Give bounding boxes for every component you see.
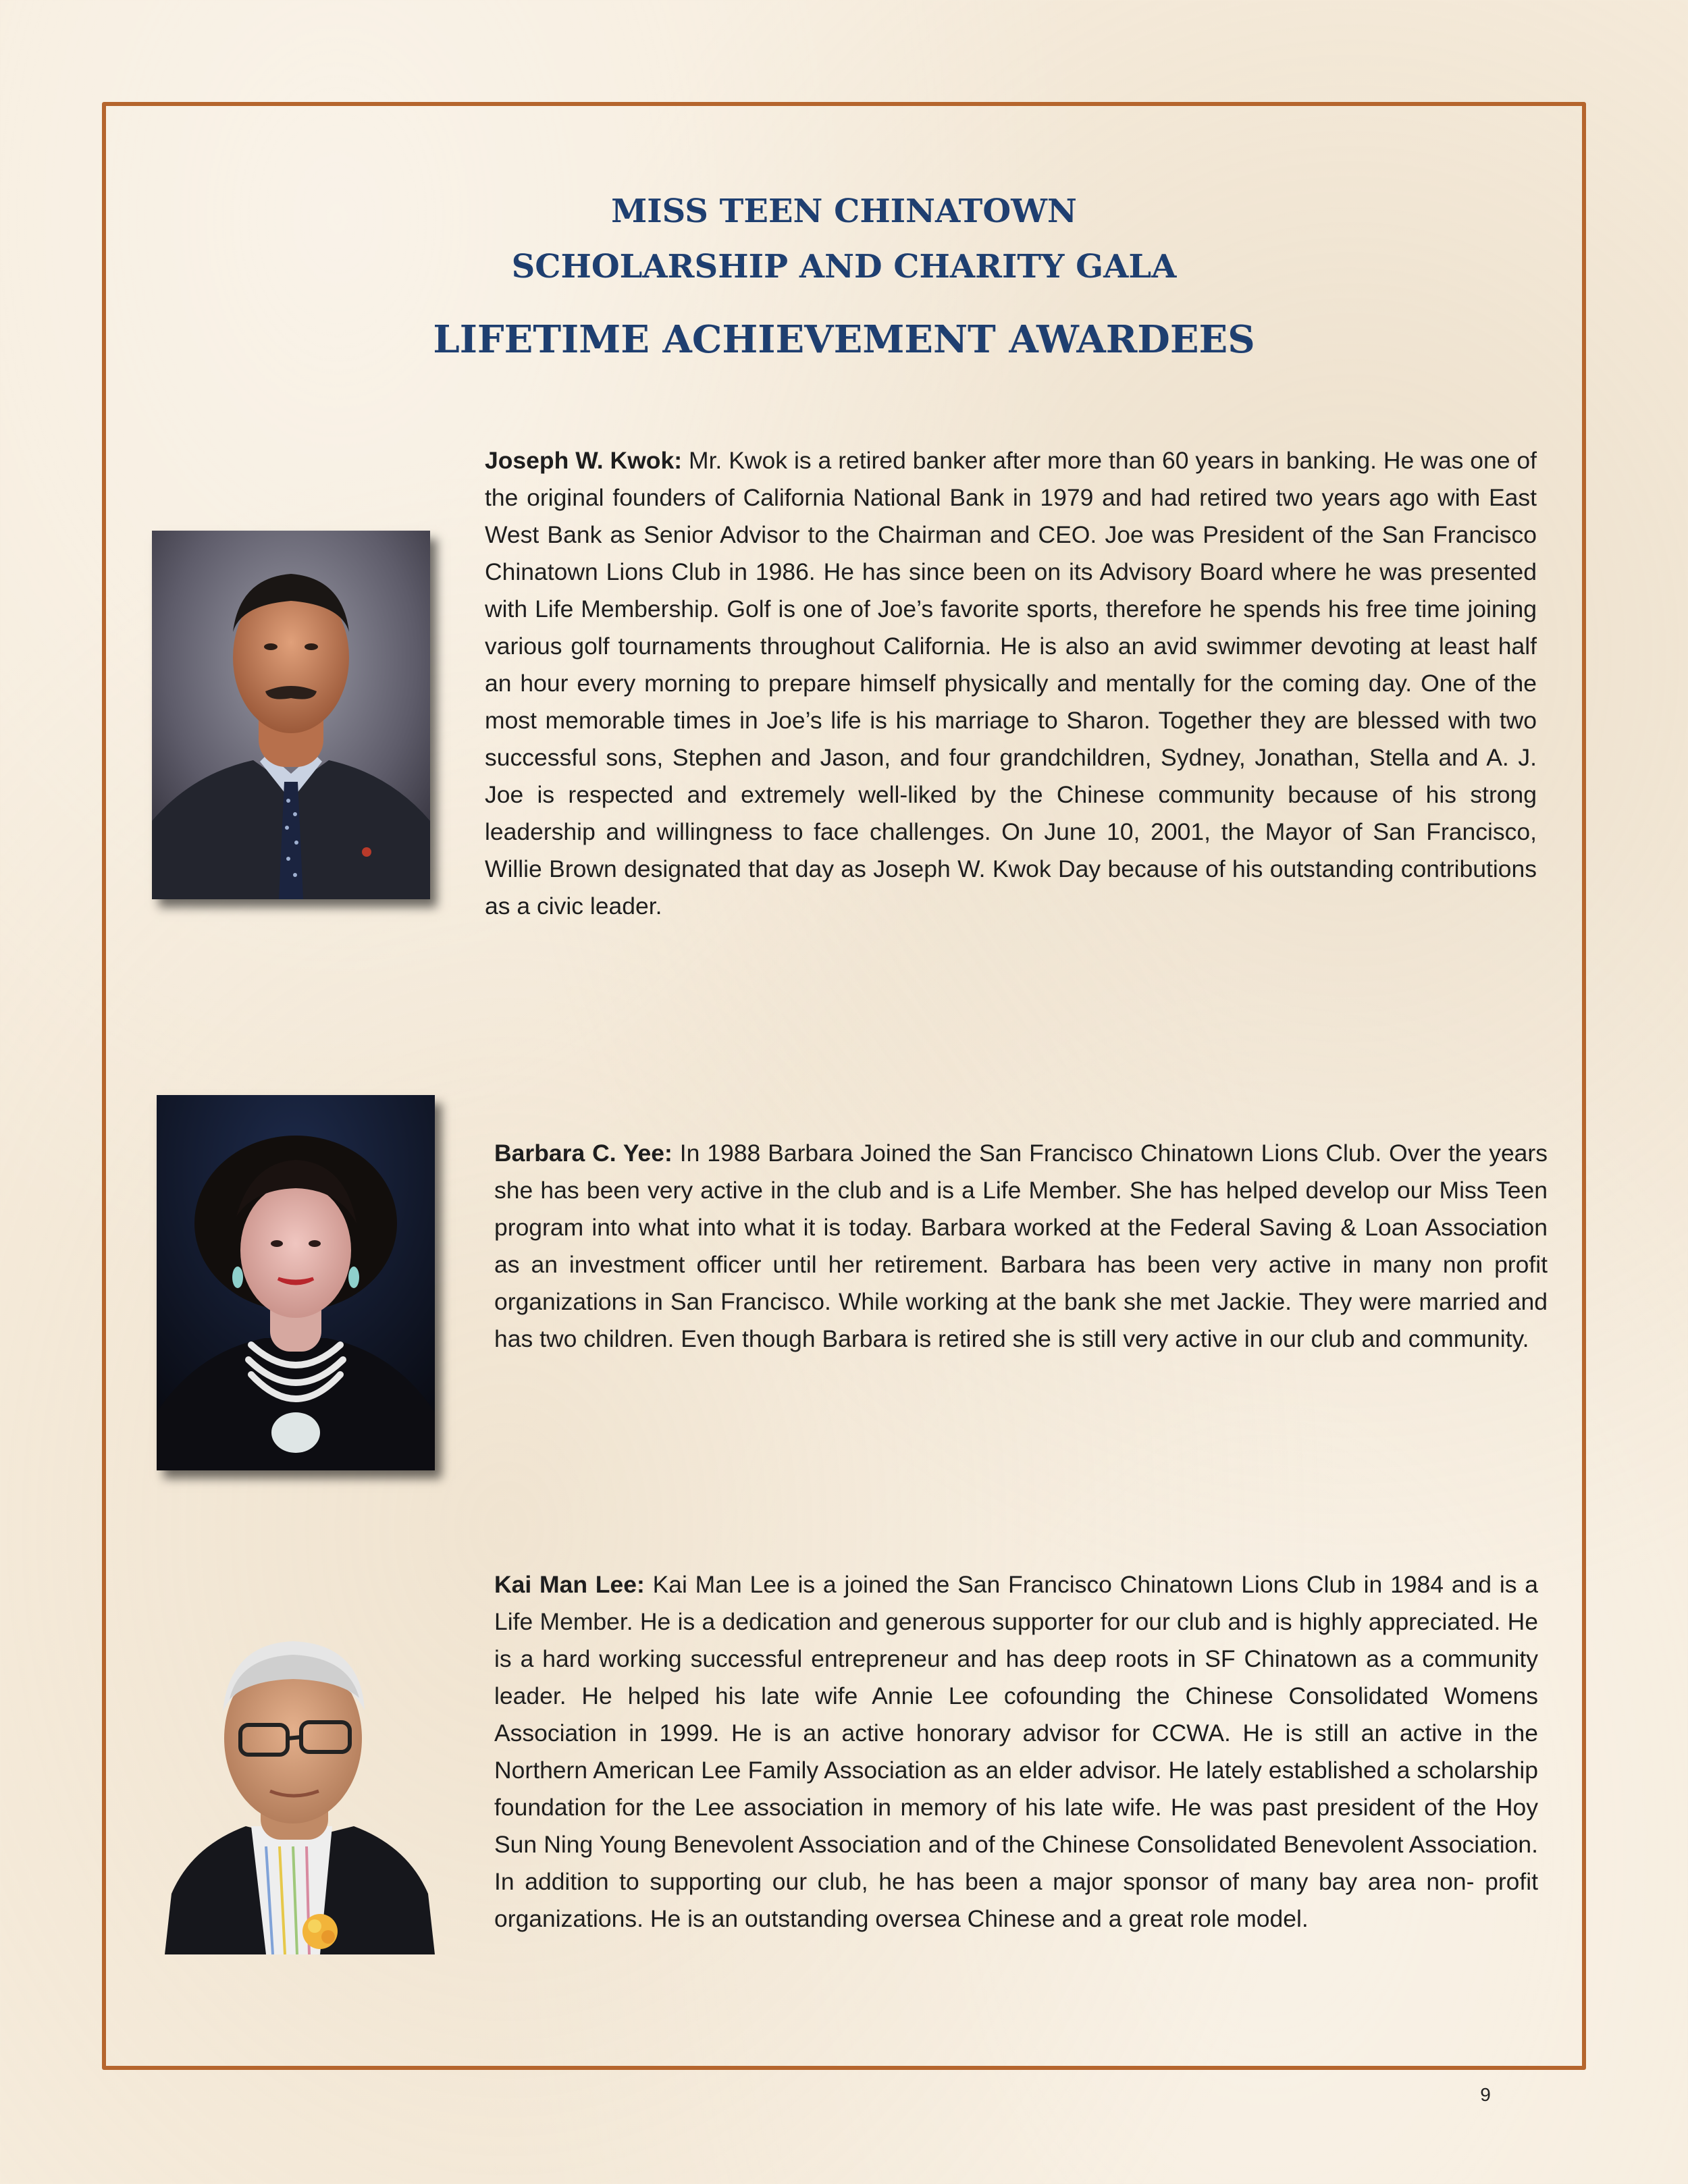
section-title: LIFETIME ACHIEVEMENT AWARDEES bbox=[433, 317, 1255, 362]
gala-title-line-1: MISS TEEN CHINATOWN bbox=[611, 192, 1077, 230]
bio-kai-man-lee bbox=[494, 1566, 1538, 1938]
awardee-name: Joseph W. Kwok: bbox=[485, 447, 683, 474]
bio-barbara-yee bbox=[494, 1135, 1548, 1358]
gala-title-line-2: SCHOLARSHIP AND CHARITY GALA bbox=[511, 248, 1177, 286]
awardee-bio: Mr. Kwok is a retired banker after more than 60 years in banking. He was one of the original founders of California National Bank in 1979 and had retired two years ago with East West Bank as Senior Advisor to the Chairman and CEO. Joe was President of the San Francisco Chinatown Lions Club in 1986. He has since been on its Advisory Board where he was presented with Life Membership. Golf is one of Joe’s favorite sports, therefore he spends his free time joining various golf tournaments throughout California. He is also an avid swimmer devoting at least half an hour every morning to prepare himself physically and mentally for the coming day. One of the most memorable times in Joe’s life is his marriage to Sharon. Together they are blessed with two successful sons, Stephen and Jason, and four grandchildren, Sydney, Jonathan, Stella and A. J. Joe is respected and extremely well-liked by the Chinese community because of his strong leadership and willingness to face challenges. On June 10, 2001, the Mayor of San Francisco, Willie Brown designated that day as Joseph W. Kwok Day because of his outstanding contributions as a civic leader. bbox=[485, 447, 1537, 920]
awardee-name: Barbara C. Yee: bbox=[494, 1140, 672, 1167]
awardee-bio: In 1988 Barbara Joined the San Francisco Chinatown Lions Club. Over the years she has been very active in the club and is a Life Member. She has helped develop our Miss Teen program into what into what it is today. Barbara worked at the Federal Saving & Loan Association as an investment officer until her retirement. Barbara has been very active in many non profit organizations in San Francisco. While working at the bank she met Jackie. They were married and has two children. Even though Barbara is retired she is still very active in our club and community. bbox=[494, 1140, 1548, 1352]
bio-joseph-kwok bbox=[485, 442, 1537, 925]
photo-kai-man-lee bbox=[165, 1624, 435, 1954]
awardee-bio: Kai Man Lee is a joined the San Francisco Chinatown Lions Club in 1984 and is a Life Member. He is a dedication and generous supporter for our club and is highly appreciated. He is a hard working successful entrepreneur and has deep roots in SF Chinatown as a community leader. He helped his late wife Annie Lee cofounding the Chinese Consolidated Womens Association in 1999. He is an active honorary advisor for CCWA. He is still an active in the Northern American Lee Family Association as an elder advisor. He lately established a scholarship foundation for the Lee association in memory of his late wife. He was past president of the Hoy Sun Ning Young Benevolent Association and of the Chinese Consolidated Benevolent Association. In addition to supporting our club, he has been a major sponsor of many bay area non- profit organizations. He is an outstanding oversea Chinese and a great role model. bbox=[494, 1571, 1538, 1932]
awardee-name: Kai Man Lee: bbox=[494, 1571, 645, 1598]
portrait-kai-man-lee-image bbox=[165, 1624, 435, 1954]
portrait-barbara-yee-image bbox=[157, 1095, 435, 1470]
photo-barbara-yee bbox=[157, 1095, 435, 1470]
page-number: 9 bbox=[1480, 2084, 1491, 2105]
photo-joseph-kwok bbox=[152, 531, 430, 899]
portrait-joseph-kwok-image bbox=[152, 531, 430, 899]
